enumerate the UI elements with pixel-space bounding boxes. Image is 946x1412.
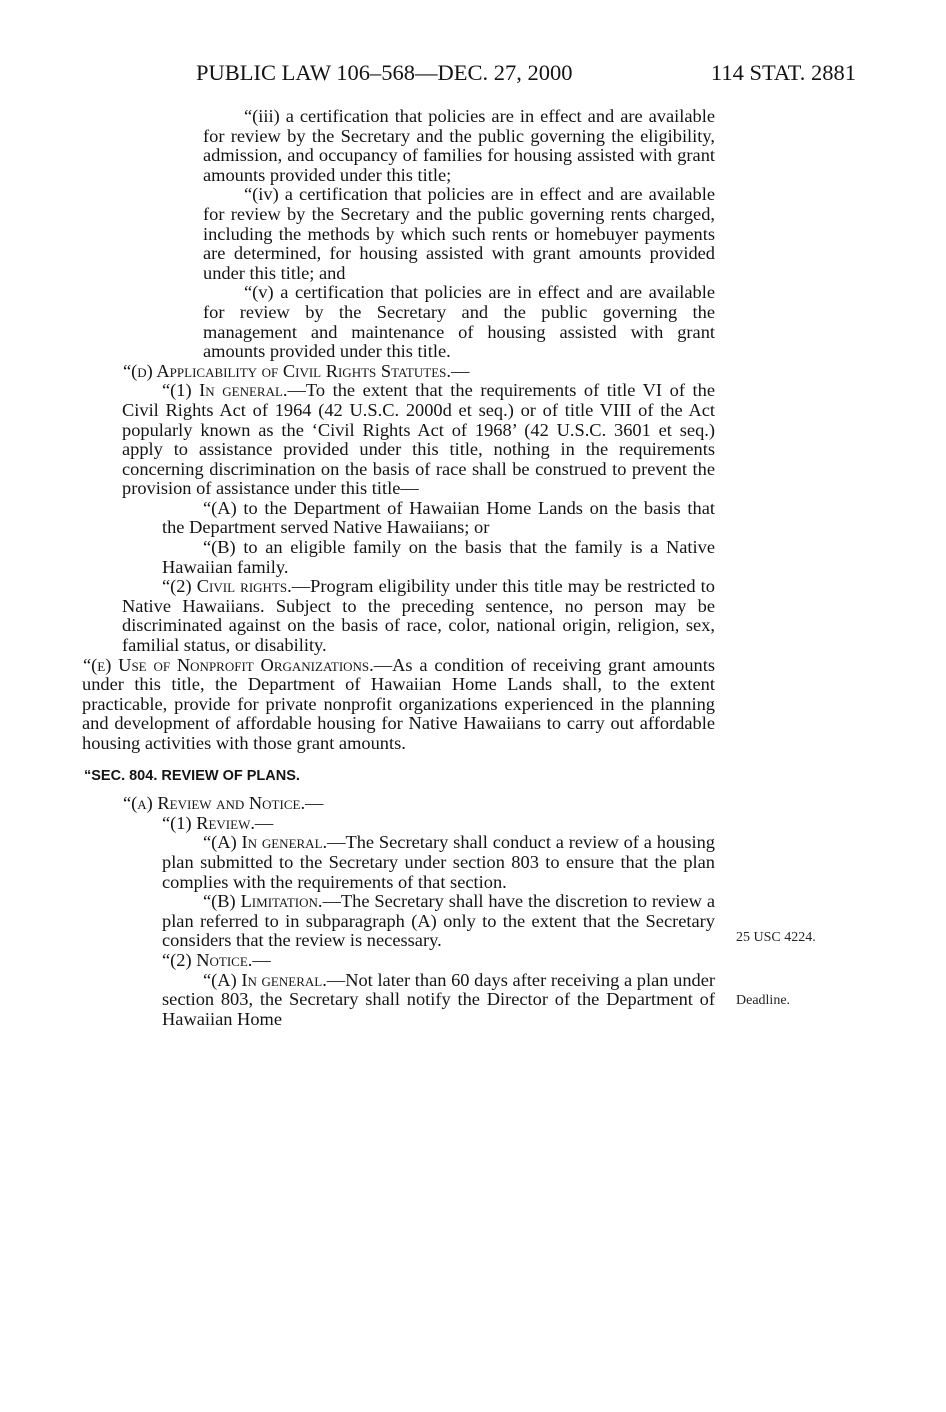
law-title: PUBLIC LAW 106–568—DEC. 27, 2000	[196, 60, 573, 85]
subsection-a-heading: “(a) Review and Notice.—	[123, 793, 324, 814]
d2-text: —Program eligibility under this title may be restricted to Native Hawaiians. Subject to the preceding sentence, no person may be discriminated against on the basis of race, color, national origin, religion, sex, familial status, or disability.	[122, 576, 715, 656]
section-804-heading: “SEC. 804. REVIEW OF PLANS.	[84, 767, 300, 784]
a2A-text: —Not later than 60 days after receiving a plan under section 803, the Secretary shall notify the Director of the Department of Hawaiian Home	[162, 969, 715, 1029]
d1-text: —To the extent that the requirements of title VI of the Civil Rights Act of 1964 (42 U.S.C. 2000d et seq.) or of title VIII of the Act popularly known as the ‘Civil Rights Act of 1968’ (42 U.S.C. 3601 et seq.) apply to assistance provided under this title, nothing in the requirements concerning discrimination on the basis of race shall be construed to prevent the provision of assistance under this title—	[122, 380, 715, 499]
paragraph-a1-heading: “(1) Review.—	[162, 812, 274, 833]
document-body	[82, 106, 715, 1029]
subsection-e	[82, 656, 715, 754]
a2A-heading: “(A) In general.	[203, 969, 327, 990]
d2-heading: “(2) Civil rights.	[162, 576, 292, 597]
a1B-heading: “(B) Limitation.	[203, 891, 323, 912]
a1B-text: —The Secretary shall have the discretion to review a plan referred to in subparagraph (A) only to the extent that the Secretary considers that the review is necessary.	[162, 891, 715, 951]
subsection-d-heading: “(d) Applicability of Civil Rights Statutes.—	[123, 360, 470, 381]
paragraph-a1A	[122, 833, 715, 892]
paragraph-d2	[122, 577, 715, 655]
paragraph-iv: “(iv) a certification that policies are in effect and are available for review by the Secretary and the public governing rents charged, including the methods by which such rents or homebuyer payments are determined, for housing assisted with grant amounts provided under this title; and	[203, 184, 715, 283]
paragraph-a2-heading: “(2) Notice.—	[162, 949, 271, 970]
stat-page-number: 114 STAT. 2881	[710, 60, 856, 85]
e-text: —As a condition of receiving grant amounts under this title, the Department of Hawaiian Home Lands shall, to the extent practicable, provide for private nonprofit organizations experienced in the planning and development of affordable housing for Native Hawaiians to carry out affordable housing activities with those grant amounts.	[82, 654, 715, 753]
d1-heading: “(1) In general.	[162, 380, 288, 401]
paragraph-iii: “(iii) a certification that policies are in effect and are available for review by the Secretary and the public governing the eligibility, admission, and occupancy of families for housing assisted with grant amounts provided under this title;	[203, 106, 715, 185]
paragraph-a2A	[122, 971, 715, 1030]
paragraph-d1	[122, 381, 715, 499]
running-header	[196, 60, 856, 90]
paragraph-dB: “(B) to an eligible family on the basis that the family is a Native Hawaiian family.	[162, 537, 715, 577]
paragraph-a1B	[122, 892, 715, 951]
a1A-text: —The Secretary shall conduct a review of a housing plan submitted to the Secretary under section 803 to ensure that the plan complies with the requirements of that section.	[162, 832, 715, 892]
paragraph-v: “(v) a certification that policies are in effect and are available for review by the Secretary and the public governing the management and maintenance of housing assisted with grant amounts provided under this title.	[203, 282, 715, 362]
margin-note-deadline: Deadline.	[736, 993, 791, 1008]
paragraph-dA: “(A) to the Department of Hawaiian Home Lands on the basis that the Department served Native Hawaiians; or	[162, 497, 715, 538]
margin-note-usc: 25 USC 4224.	[736, 930, 816, 945]
a1A-heading: “(A) In general.	[203, 832, 328, 853]
e-heading: “(e) Use of Nonprofit Organizations.	[83, 654, 374, 675]
